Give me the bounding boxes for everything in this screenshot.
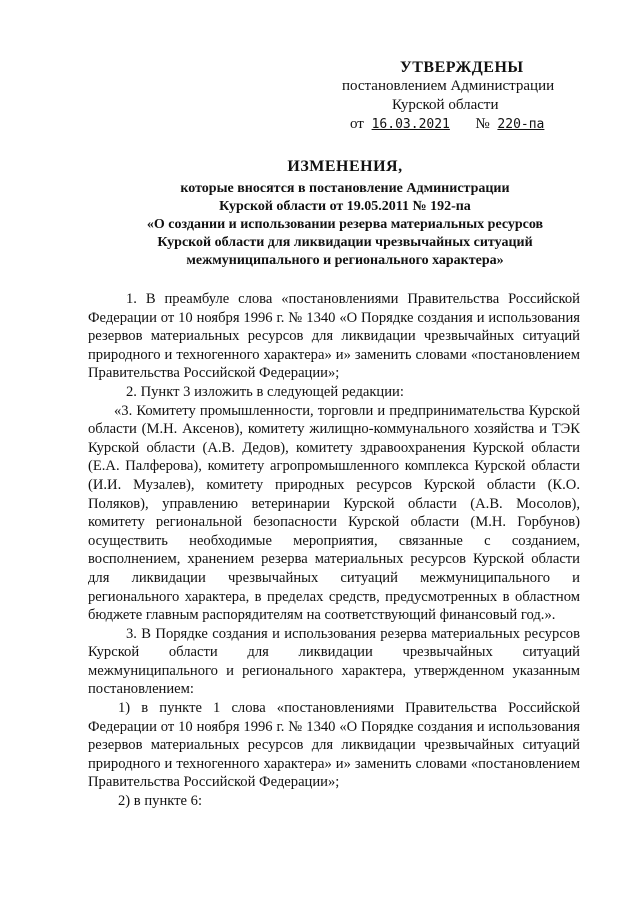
approval-number-label: № (475, 116, 490, 132)
paragraph-2: 2. Пункт 3 изложить в следующей редакции: (126, 383, 404, 400)
paragraph-5: 1) в пункте 1 слова «постановлениями Правительства Российской Федерации от 10 ноября 1996 г. № 1340 «О Порядке создания и использования резервов материальных ресурсов для ликвидации чрезвычайных ситуаций природного и техногенного характера» и» заменить словами «постановлением Правительства Российской Федерации»; (88, 700, 580, 791)
approval-from-label: от (350, 116, 364, 132)
approval-number: 220-па (497, 117, 545, 132)
approval-date: 16.03.2021 (371, 117, 450, 132)
approval-title: УТВЕРЖДЕНЫ (400, 59, 524, 76)
heading-title: ИЗМЕНЕНИЯ, (287, 158, 403, 175)
heading-line-5: межмуниципального и регионального характера» (186, 253, 504, 268)
approval-date-line (350, 115, 600, 134)
approval-block (330, 58, 600, 134)
paragraph-4: 3. В Порядке создания и использования резерва материальных ресурсов Курской области для ликвидации чрезвычайных ситуаций межмуниципального и регионального характера, утвержденном указанным постановлением: (88, 625, 580, 698)
heading-line-1: которые вносятся в постановление Администрации (180, 181, 510, 196)
document-heading (110, 158, 580, 270)
approval-line-1: постановлением Администрации (342, 78, 555, 94)
document-body (88, 290, 580, 811)
paragraph-1: 1. В преамбуле слова «постановлениями Правительства Российской Федерации от 10 ноября 1996 г. № 1340 «О Порядке создания и использования резервов материальных ресурсов для ликвидации чрезвычайных ситуаций природного и техногенного характера» и» заменить словами «постановлением Правительства Российской Федерации»; (88, 291, 580, 382)
paragraph-6: 2) в пункте 6: (118, 793, 203, 810)
paragraph-3: «3. Комитету промышленности, торговли и предпринимательства Курской области (М.Н. Аксенов), комитету жилищно-коммунального хозяйства и ТЭК Курской области (А.В. Дедов), комитету здравоохранения Курской области (Е.А. Палферова), комитету агропромышленного комплекса Курской области (И.И. Музалев), комитету природных ресурсов Курской области (К.О. Поляков), управлению ветеринарии Курской области (А.В. Мосолов), комитету региональной безопасности Курской области (М.Н. Горбунов) осуществить необходимые мероприятия, связанные с созданием, восполнением, хранением резерва материальных ресурсов Курской области для ликвидации чрезвычайных ситуаций межмуниципального и регионального характера, в пределах средств, предусмотренных в областном бюджете главным распорядителям на соответствующий финансовый год.». (88, 402, 580, 624)
heading-line-2: Курской области от 19.05.2011 № 192-па (219, 199, 471, 214)
approval-line-2: Курской области (392, 97, 499, 113)
heading-line-4: Курской области для ликвидации чрезвычайных ситуаций (157, 235, 533, 250)
heading-line-3: «О создании и использовании резерва материальных ресурсов (146, 217, 544, 232)
